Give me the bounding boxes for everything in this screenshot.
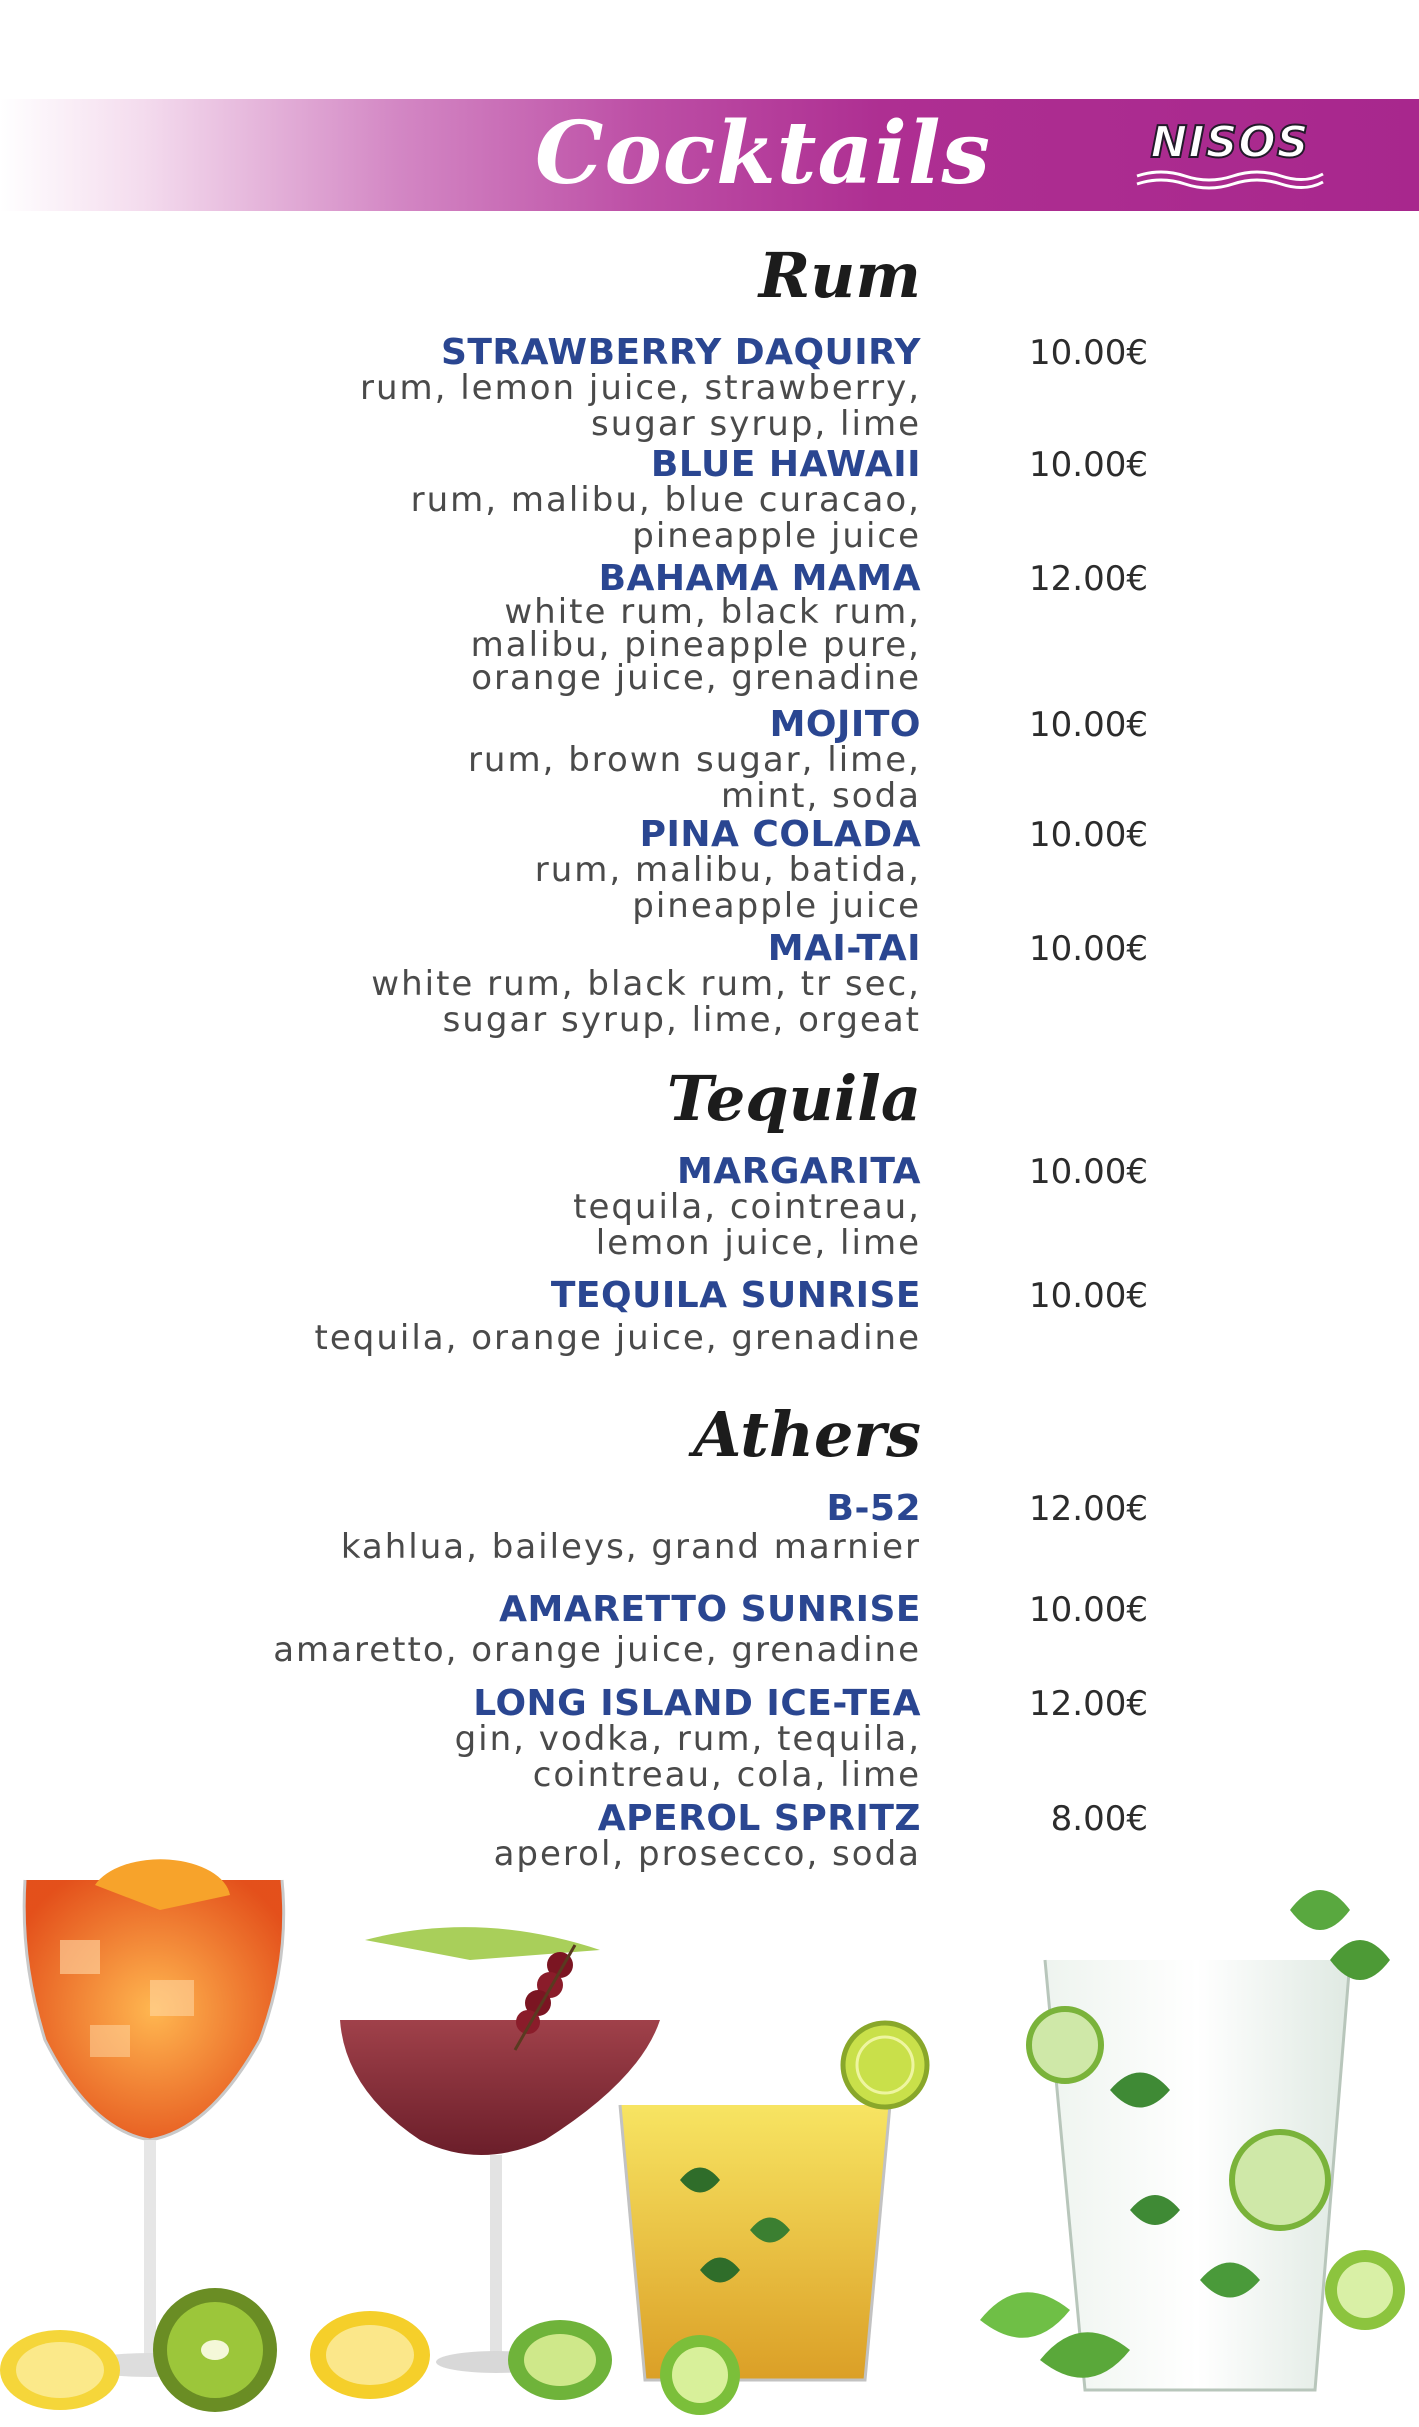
- description-line: tequila, cointreau,: [573, 1187, 921, 1227]
- item-price: 10.00€: [1029, 1152, 1148, 1192]
- description-line: aperol, prosecco, soda: [493, 1834, 921, 1874]
- item-name: MARGARITA: [676, 1151, 921, 1192]
- item-name: MOJITO: [769, 704, 921, 745]
- mojito-glass-icon: [1029, 1890, 1405, 2390]
- description-line: pineapple juice: [632, 516, 921, 556]
- description-line: mint, soda: [721, 776, 921, 816]
- item-description: [1, 370, 921, 442]
- item-price: 10.00€: [1029, 929, 1148, 969]
- item-description: [1, 1320, 921, 1356]
- description-line: white rum, black rum, tr sec,: [371, 964, 921, 1004]
- berry-cocktail-glass-icon: [340, 1927, 660, 2373]
- item-price: 10.00€: [1029, 333, 1148, 373]
- item-name: STRAWBERRY DAQUIRY: [440, 332, 921, 373]
- item-description: [1, 1529, 921, 1565]
- logo-text: NISOS: [1150, 117, 1310, 168]
- item-name: B-52: [826, 1488, 921, 1529]
- item-description: [1, 592, 921, 698]
- description-line: orange juice, grenadine: [471, 658, 921, 698]
- description-line: sugar syrup, lime, orgeat: [442, 1000, 921, 1040]
- logo-waves-icon: [1133, 168, 1327, 190]
- item-price: 12.00€: [1029, 559, 1148, 599]
- cocktail-glasses-illustration: [0, 1850, 1419, 2427]
- description-line: sugar syrup, lime: [591, 404, 921, 444]
- description-line: malibu, pineapple pure,: [470, 625, 921, 665]
- nisos-logo: [1125, 116, 1335, 196]
- item-name: APEROL SPRITZ: [597, 1798, 921, 1839]
- fruit-garnish-icon: [0, 2288, 1130, 2412]
- item-price: 10.00€: [1029, 1590, 1148, 1630]
- description-line: cointreau, cola, lime: [532, 1755, 921, 1795]
- item-name: TEQUILA SUNRISE: [550, 1275, 921, 1316]
- description-line: amaretto, orange juice, grenadine: [273, 1630, 921, 1670]
- item-price: 8.00€: [1050, 1799, 1148, 1839]
- item-name: MAI-TAI: [767, 928, 921, 969]
- item-description: [1, 742, 921, 814]
- item-price: 10.00€: [1029, 445, 1148, 485]
- item-description: [1, 966, 921, 1038]
- item-price: 12.00€: [1029, 1489, 1148, 1529]
- item-price: 10.00€: [1029, 1276, 1148, 1316]
- item-description: [1, 1189, 921, 1261]
- item-price: 10.00€: [1029, 815, 1148, 855]
- description-line: tequila, orange juice, grenadine: [314, 1318, 921, 1358]
- item-description: [1, 482, 921, 554]
- item-price: 12.00€: [1029, 1684, 1148, 1724]
- description-line: gin, vodka, rum, tequila,: [454, 1719, 921, 1759]
- description-line: rum, lemon juice, strawberry,: [359, 368, 921, 408]
- section-title-rum: Rum: [758, 239, 921, 312]
- item-name: AMARETTO SUNRISE: [499, 1589, 921, 1630]
- description-line: lemon juice, lime: [595, 1223, 921, 1263]
- item-name: LONG ISLAND ICE-TEA: [473, 1683, 921, 1724]
- section-title-athers: Athers: [693, 1398, 921, 1471]
- item-description: [1, 1721, 921, 1793]
- description-line: rum, brown sugar, lime,: [467, 740, 921, 780]
- description-line: rum, malibu, blue curacao,: [410, 480, 921, 520]
- description-line: kahlua, baileys, grand marnier: [340, 1527, 921, 1567]
- item-name: BAHAMA MAMA: [598, 558, 921, 599]
- item-name: BLUE HAWAII: [650, 444, 921, 485]
- item-description: [1, 1632, 921, 1668]
- item-name: PINA COLADA: [639, 814, 921, 855]
- section-title-tequila: Tequila: [666, 1062, 921, 1135]
- description-line: rum, malibu, batida,: [534, 850, 921, 890]
- lemon-cocktail-glass-icon: [620, 2023, 927, 2415]
- item-price: 10.00€: [1029, 705, 1148, 745]
- description-line: white rum, black rum,: [504, 592, 921, 632]
- item-description: [1, 852, 921, 924]
- page-title: Cocktails: [535, 103, 991, 204]
- description-line: pineapple juice: [632, 886, 921, 926]
